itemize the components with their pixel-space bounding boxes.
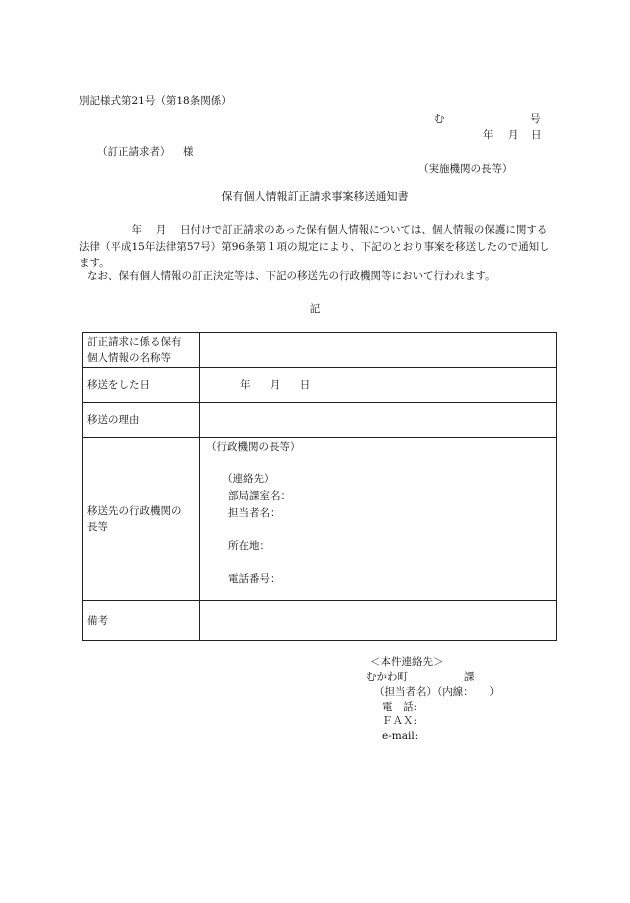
info-name-value-cell[interactable]: [200, 333, 557, 368]
dest-phone: 電話番号：: [228, 573, 281, 585]
contact-section: 課: [464, 671, 475, 683]
reason-label: 移送の理由: [83, 403, 200, 438]
transfer-date-month: 月: [269, 379, 281, 391]
table-row-transfer-date: [83, 368, 557, 403]
destination-label-cell: [83, 438, 200, 601]
sender: （実施機関の長等）: [418, 163, 513, 175]
info-name-label-line-2: 個人情報の名称等: [87, 352, 171, 364]
contact-email: e-mail:: [382, 730, 419, 742]
dest-head: （行政機関の長等）: [206, 441, 301, 453]
date-month: 月: [508, 129, 519, 141]
table-row-destination: [83, 438, 557, 601]
transfer-date-label: 移送をした日: [83, 368, 200, 403]
dest-contact: （連絡先）: [222, 473, 275, 485]
dest-address: 所在地：: [228, 540, 270, 552]
document-number-suffix: 号: [530, 113, 541, 125]
body-paragraph-1: 年 月 日付けで訂正請求のあった保有個人情報については、個人情報の保護に関する法律（平成15年法律第57号）第96条第１項の規定により、下記のとおり事案を移送したので通知します。: [79, 224, 550, 269]
contact-person: （担当者名）（内線： ）: [374, 686, 500, 698]
addressee-honorific: 様: [183, 146, 194, 158]
table-row-remarks: [83, 601, 557, 641]
form-number: 別記様式第21号（第18条関係）: [79, 95, 232, 107]
contact-tel: 電 話:: [382, 701, 418, 713]
ki-heading: 記: [309, 303, 321, 315]
date-year: 年: [483, 129, 494, 141]
date-day: 日: [531, 129, 542, 141]
transfer-date-day: 日: [299, 379, 311, 391]
transfer-date-value-cell[interactable]: [200, 368, 557, 403]
document-number-prefix: む: [434, 113, 445, 125]
table-row-info-name: [83, 333, 557, 368]
remarks-label: 備考: [83, 601, 200, 641]
transfer-details-table: [82, 332, 557, 641]
dest-dept: 部局課室名：: [228, 490, 291, 502]
destination-label-line-2: 長等: [87, 521, 108, 533]
table-row-reason: [83, 403, 557, 438]
remarks-value-cell[interactable]: [200, 601, 557, 641]
addressee: （訂正請求者）: [97, 146, 171, 158]
info-name-label-cell: [83, 333, 200, 368]
contact-header: ＜本件連絡先＞: [370, 656, 444, 668]
info-name-label-line-1: 訂正請求に係る保有: [87, 336, 182, 348]
transfer-date-year: 年: [240, 379, 251, 391]
contact-town: むかわ町: [366, 671, 408, 683]
dest-person: 担当者名：: [228, 507, 281, 519]
destination-label-line-1: 移送先の行政機関の: [87, 505, 182, 517]
reason-value-cell[interactable]: [200, 403, 557, 438]
contact-fax: ＦＡＸ:: [382, 715, 418, 727]
document-title: 保有個人情報訂正請求事案移送通知書: [221, 190, 409, 203]
body-paragraph-2: なお、保有個人情報の訂正決定等は、下記の移送先の行政機関等において行われます。: [87, 270, 496, 282]
destination-value-cell[interactable]: [200, 438, 557, 601]
